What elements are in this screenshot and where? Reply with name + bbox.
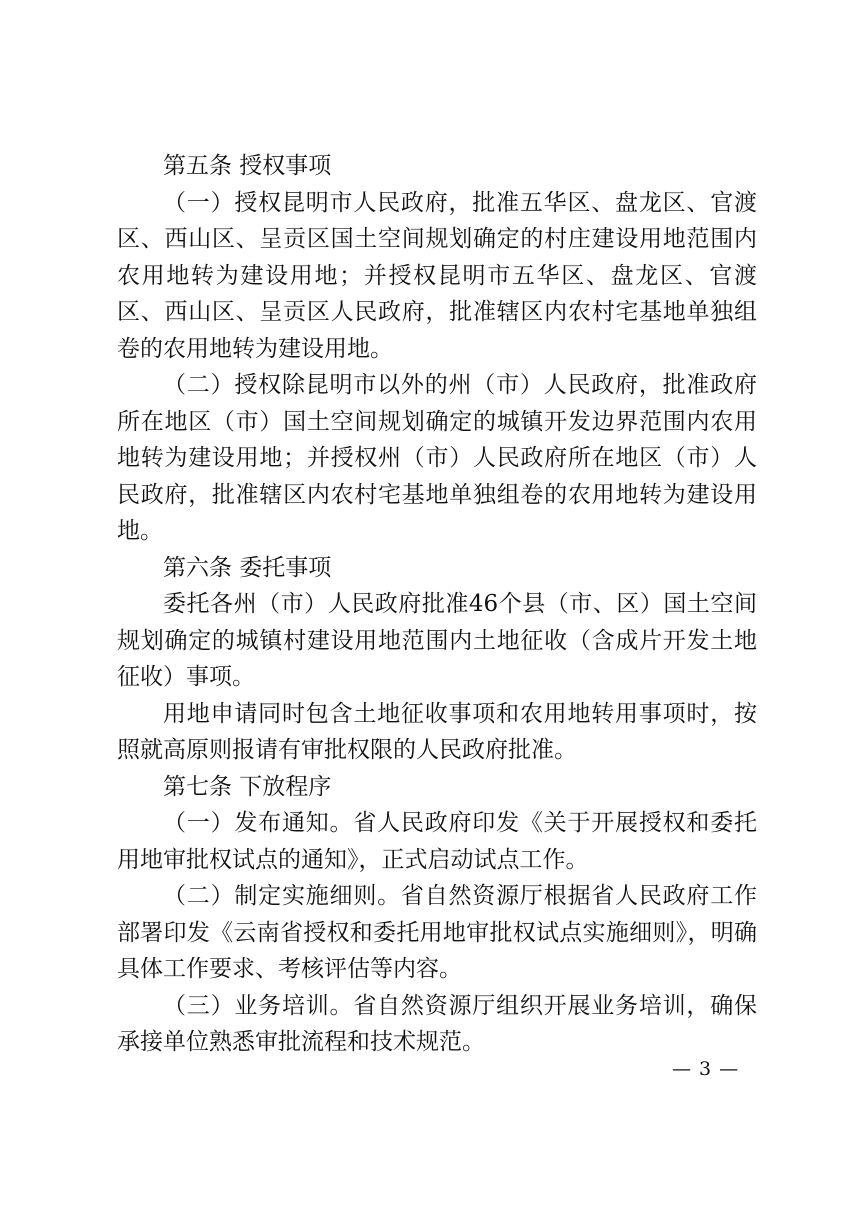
article-5-clause-1: （一）授权昆明市人民政府，批准五华区、盘龙区、官渡区、西山区、呈贡区国土空间规划确定的村庄建设用地范围内农用地转为建设用地；并授权昆明市五华区、盘龙区、官渡区、西山区、呈贡区人民政府，批准辖区内农村宅基地单独组卷的农用地转为建设用地。 xyxy=(117,189,757,362)
page-number: — 3 — xyxy=(672,1058,740,1080)
article-6-paragraph-1: 委托各州（市）人民政府批准46个县（市、区）国土空间规划确定的城镇村建设用地范围内土地征收（含成片开发土地征收）事项。 xyxy=(117,591,757,690)
article-7-clause-3: （三）业务培训。省自然资源厅组织开展业务培训，确保承接单位熟悉审批流程和技术规范。 xyxy=(117,992,757,1055)
article-7-clause-1: （一）发布通知。省人民政府印发《关于开展授权和委托用地审批权试点的通知》，正式启动试点工作。 xyxy=(117,810,757,873)
document-body xyxy=(117,148,757,1061)
article-6-heading: 第六条 委托事项 xyxy=(163,554,332,581)
article-5-clause-2: （二）授权除昆明市以外的州（市）人民政府，批准政府所在地区（市）国土空间规划确定的城镇开发边界范围内农用地转为建设用地；并授权州（市）人民政府所在地区（市）人民政府，批准辖区内农村宅基地单独组卷的农用地转为建设用地。 xyxy=(117,372,757,544)
article-5-heading: 第五条 授权事项 xyxy=(163,153,332,179)
article-6-paragraph-2: 用地申请同时包含土地征收事项和农用地转用事项时，按照就高原则报请有审批权限的人民政府批准。 xyxy=(117,700,757,763)
article-7-clause-2: （二）制定实施细则。省自然资源厅根据省人民政府工作部署印发《云南省授权和委托用地审批权试点实施细则》，明确具体工作要求、考核评估等内容。 xyxy=(117,883,757,982)
article-7-heading: 第七条 下放程序 xyxy=(163,773,332,800)
